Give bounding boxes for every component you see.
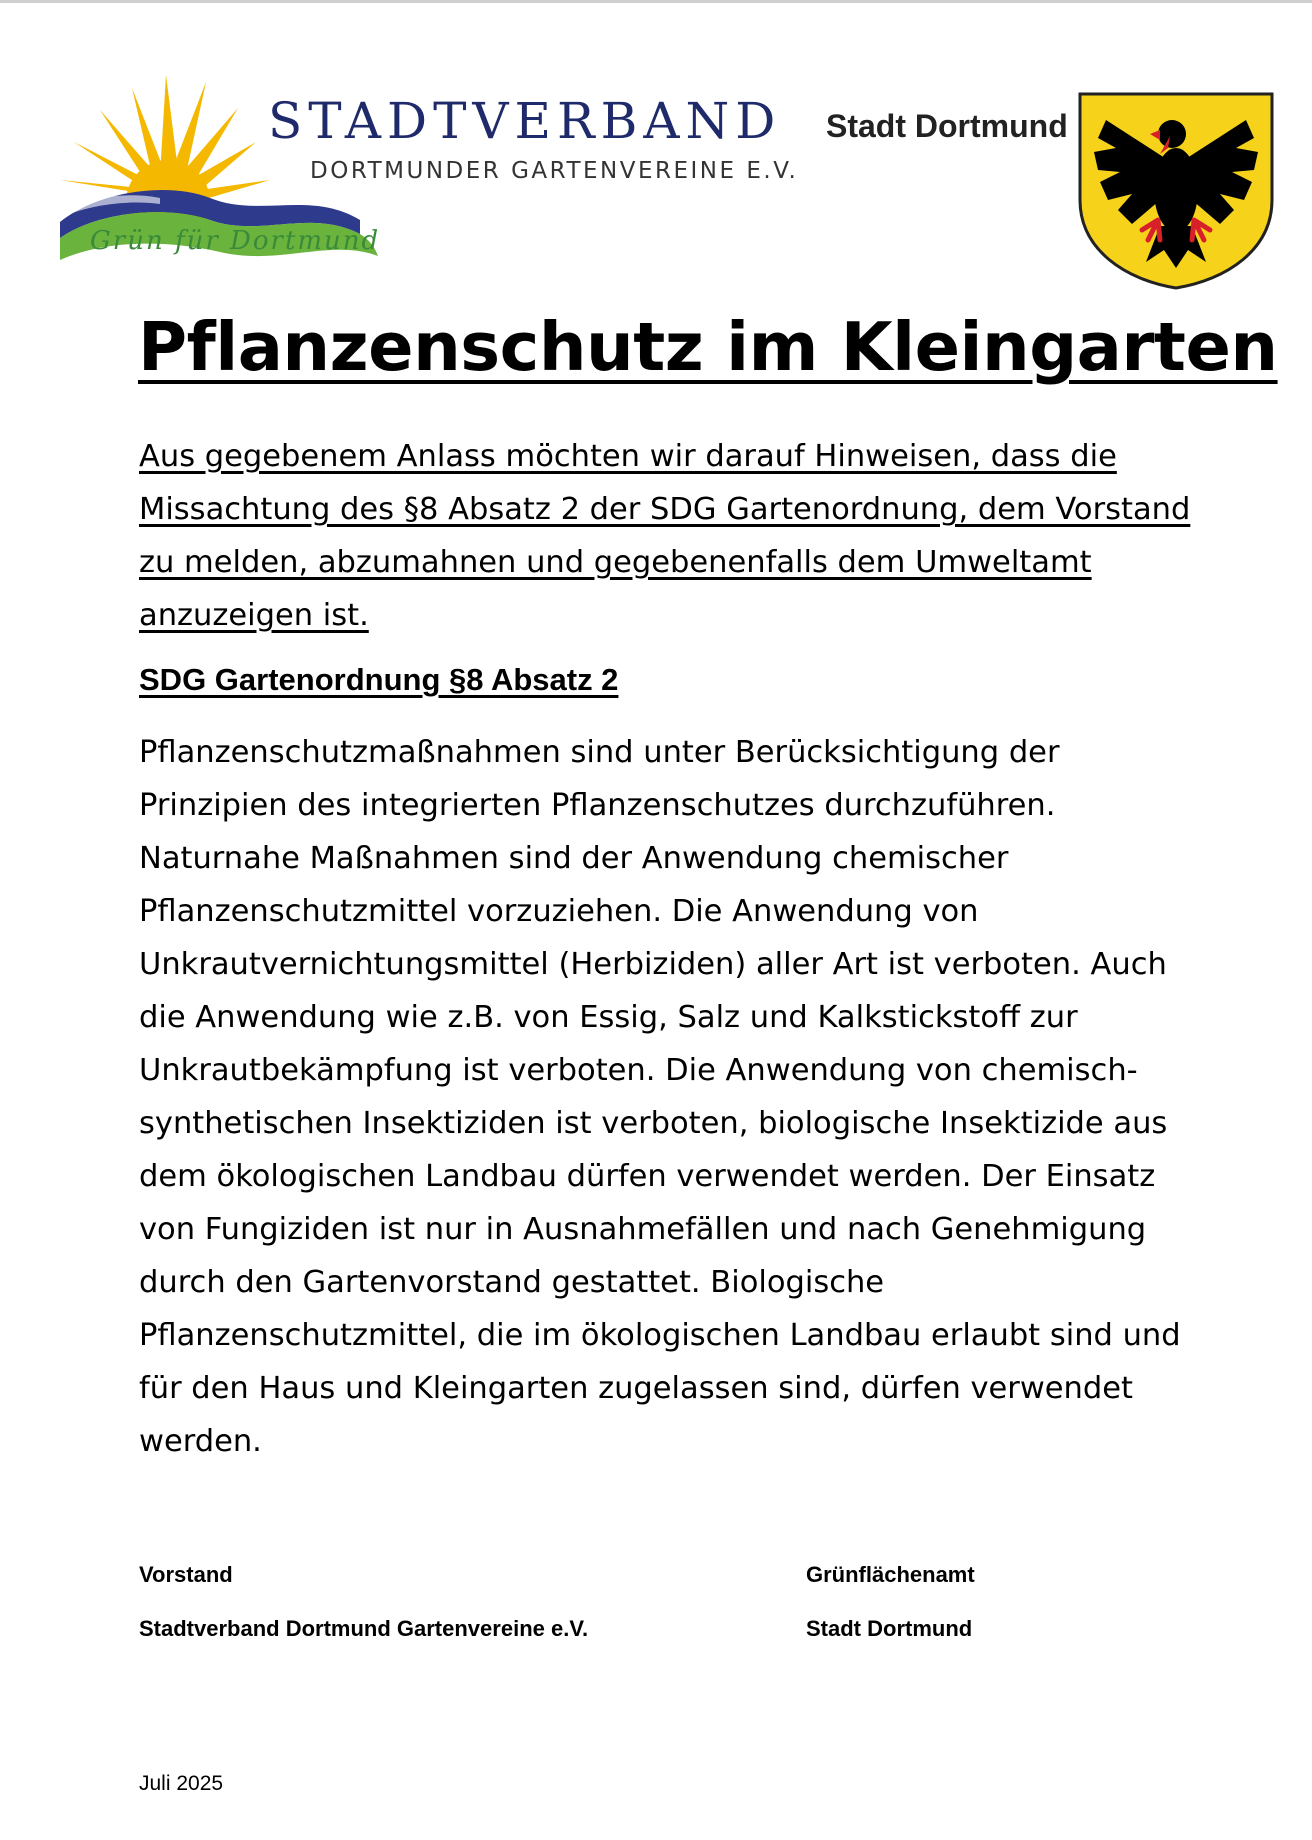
page-top-border <box>0 0 1312 3</box>
signature-left-org: Stadtverband Dortmund Gartenvereine e.V. <box>139 1616 589 1641</box>
dortmund-eagle-crest-icon <box>1076 90 1276 290</box>
org-logo-subtitle: DORTMUNDER GARTENVEREINE E.V. <box>310 158 799 184</box>
document-date: Juli 2025 <box>139 1772 224 1795</box>
org-logo-title: STADTVERBAND <box>268 92 782 150</box>
body-paragraph: Pflanzenschutzmaßnahmen sind unter Berücksichtigung der Prinzipien des integrierten Pflanzenschutzes durchzuführen. Naturnahe Maßnahmen sind der Anwendung chemischer Pflanzenschutzmittel vorzuziehen. Die Anwendung von Unkrautvernichtungsmittel (Herbiziden) aller Art ist verboten. Auch die Anwendung wie z.B. von Essig, Salz und Kalkstickstoff zur Unkrautbekämpfung ist verboten. Die Anwendung von chemisch-synthetischen Insektiziden ist verboten, biologische Insektizide aus dem ökologischen Landbau dürfen verwendet werden. Der Einsatz von Fungiziden ist nur in Ausnahmefällen und nach Genehmigung durch den Gartenvorstand gestattet. Biologische Pflanzenschutzmittel, die im ökologischen Landbau erlaubt sind und für den Haus und Kleingarten zugelassen sind, dürfen verwendet werden. <box>139 735 1181 1459</box>
notice-paragraph: Aus gegebenem Anlass möchten wir darauf Hinweisen, dass die Missachtung des §8 Absatz 2 der SDG Gartenordnung, dem Vorstand zu melden, abzumahnen und gegebenenfalls dem Umweltamt anzuzeigen ist. <box>139 439 1191 633</box>
org-logo-slogan: Grün für Dortmund <box>90 226 381 256</box>
document-title: Pflanzenschutz im Kleingarten <box>138 308 1278 386</box>
city-name: Stadt Dortmund <box>826 108 1068 144</box>
signature-right-org: Stadt Dortmund <box>806 1616 973 1641</box>
signature-left-role: Vorstand <box>139 1562 233 1587</box>
stadtverband-logo <box>60 70 799 290</box>
signature-right-role: Grünflächenamt <box>806 1562 975 1587</box>
section-heading: SDG Gartenordnung §8 Absatz 2 <box>139 662 619 697</box>
